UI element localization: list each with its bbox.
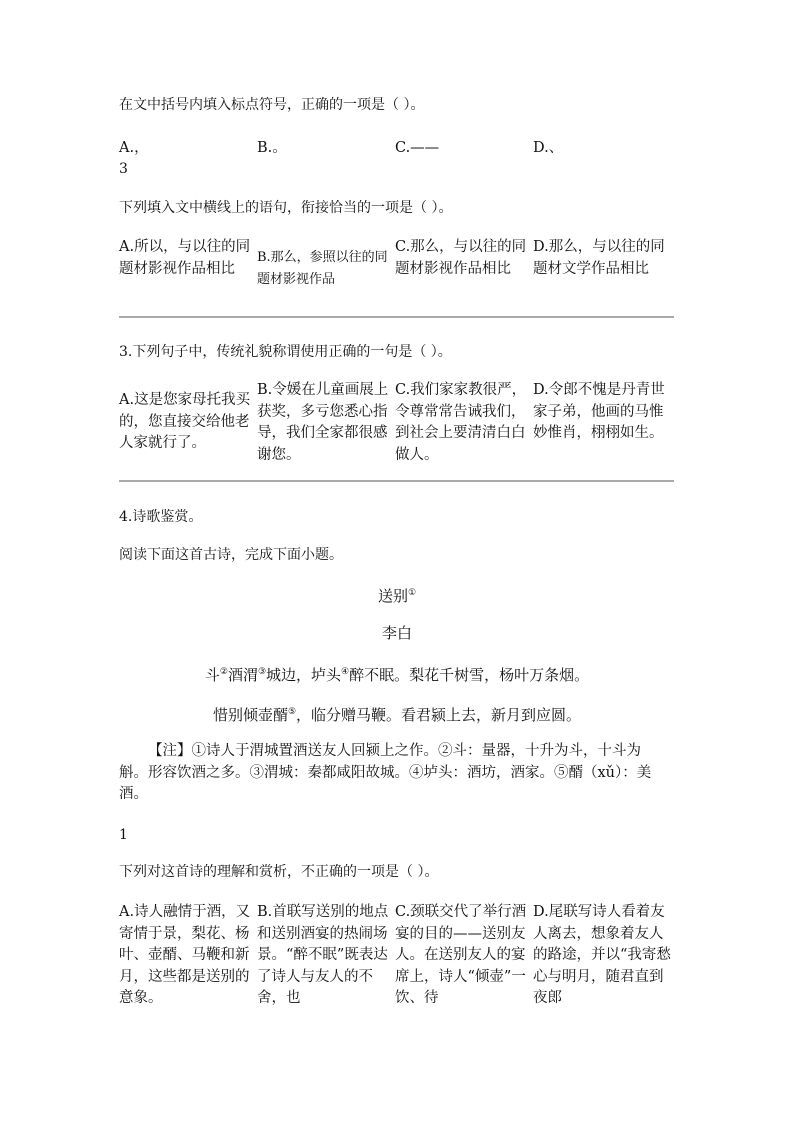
options-fill bbox=[119, 237, 672, 290]
options-honorifics bbox=[119, 380, 672, 466]
poem-title bbox=[0, 582, 794, 607]
option-d: D.令郎不愧是丹青世家子弟，他画的马惟妙惟肖，栩栩如生。 bbox=[533, 382, 665, 441]
footnote-mark: ② bbox=[219, 667, 228, 677]
option-a: A.诗人融情于酒，又寄情于景，梨花、杨叶、壶醑、马鞭和新月，这些都是送别的意象。 bbox=[119, 904, 251, 1006]
option-c: C.我们家家教很严，令尊常常告诫我们，到社会上要清清白白做人。 bbox=[395, 382, 527, 463]
section-divider bbox=[119, 480, 674, 482]
option-a: A.， bbox=[119, 140, 149, 156]
footnote-mark: ③ bbox=[257, 667, 267, 677]
section-divider bbox=[119, 316, 674, 318]
option-c: C.颈联交代了举行酒宴的目的——送别友人。在送别友人的宴席上，诗人“倾壶”一饮、待 bbox=[395, 904, 527, 1006]
poem-line-1: 斗②酒渭③城边，垆头④醉不眠。梨花千树雪，杨叶万条烟。 bbox=[204, 666, 590, 684]
poem-author: 李白 bbox=[381, 624, 412, 642]
question-number: 3 bbox=[119, 161, 128, 177]
question-stem-honorifics: 3.下列句子中，传统礼貌称谓使用正确的一句是（ ）。 bbox=[119, 344, 452, 360]
option-b: B.。 bbox=[257, 140, 287, 156]
option-d: D.、 bbox=[533, 140, 564, 156]
option-d: D.那么，与以往的同题材文学作品相比 bbox=[533, 239, 665, 277]
option-a: A.这是您家母托我买的，您直接交给他老人家就行了。 bbox=[119, 392, 251, 451]
options-poem bbox=[119, 902, 672, 1010]
option-b: B.首联写送别的地点和送别酒宴的热闹场景。“醉不眠”既表达了诗人与友人的不舍，也 bbox=[257, 904, 389, 1006]
option-a: A.所以，与以往的同题材影视作品相比 bbox=[119, 239, 251, 277]
poem-title-text: 送别 bbox=[377, 587, 408, 605]
option-b: B.令媛在儿童画展上获奖，多亏您悉心指导，我们全家都很感谢您。 bbox=[257, 382, 389, 463]
question-stem-fill: 下列填入文中横线上的语句，衔接恰当的一项是（ ）。 bbox=[119, 200, 453, 216]
option-c: C.—— bbox=[395, 140, 440, 156]
question-stem-punctuation: 在文中括号内填入标点符号，正确的一项是（ ）。 bbox=[119, 97, 425, 113]
option-c: C.那么，与以往的同题材影视作品相比 bbox=[395, 239, 527, 277]
question-stem-poem: 下列对这首诗的理解和赏析，不正确的一项是（ ）。 bbox=[119, 864, 439, 880]
sub-question-number: 1 bbox=[119, 827, 128, 843]
option-d: D.尾联写诗人看着友人离去，想象着友人的路途，并以“我寄愁心与明月，随君直到夜郎 bbox=[533, 904, 671, 1006]
section-title-poetry: 4.诗歌鉴赏。 bbox=[119, 509, 203, 525]
footnote-mark: ④ bbox=[341, 667, 350, 677]
poem-annotation: 【注】①诗人于渭城置酒送友人回颍上之作。②斗：量器，十升为斗，十斗为斛。形容饮酒之多。③渭城：秦都咸阳故城。④垆头：酒坊，酒家。⑤醑（xǔ）：美酒。 bbox=[119, 743, 652, 802]
poem-line-2: 惜别倾壶醑⑤，临分赠马鞭。看君颍上去，新月到应圆。 bbox=[212, 706, 582, 724]
footnote-mark: ① bbox=[407, 588, 417, 598]
option-b: B.那么，参照以往的同题材影视作品 bbox=[257, 250, 388, 287]
options-punctuation bbox=[119, 138, 672, 160]
footnote-mark: ⑤ bbox=[287, 707, 297, 717]
poetry-instruction: 阅读下面这首古诗，完成下面小题。 bbox=[119, 547, 343, 563]
